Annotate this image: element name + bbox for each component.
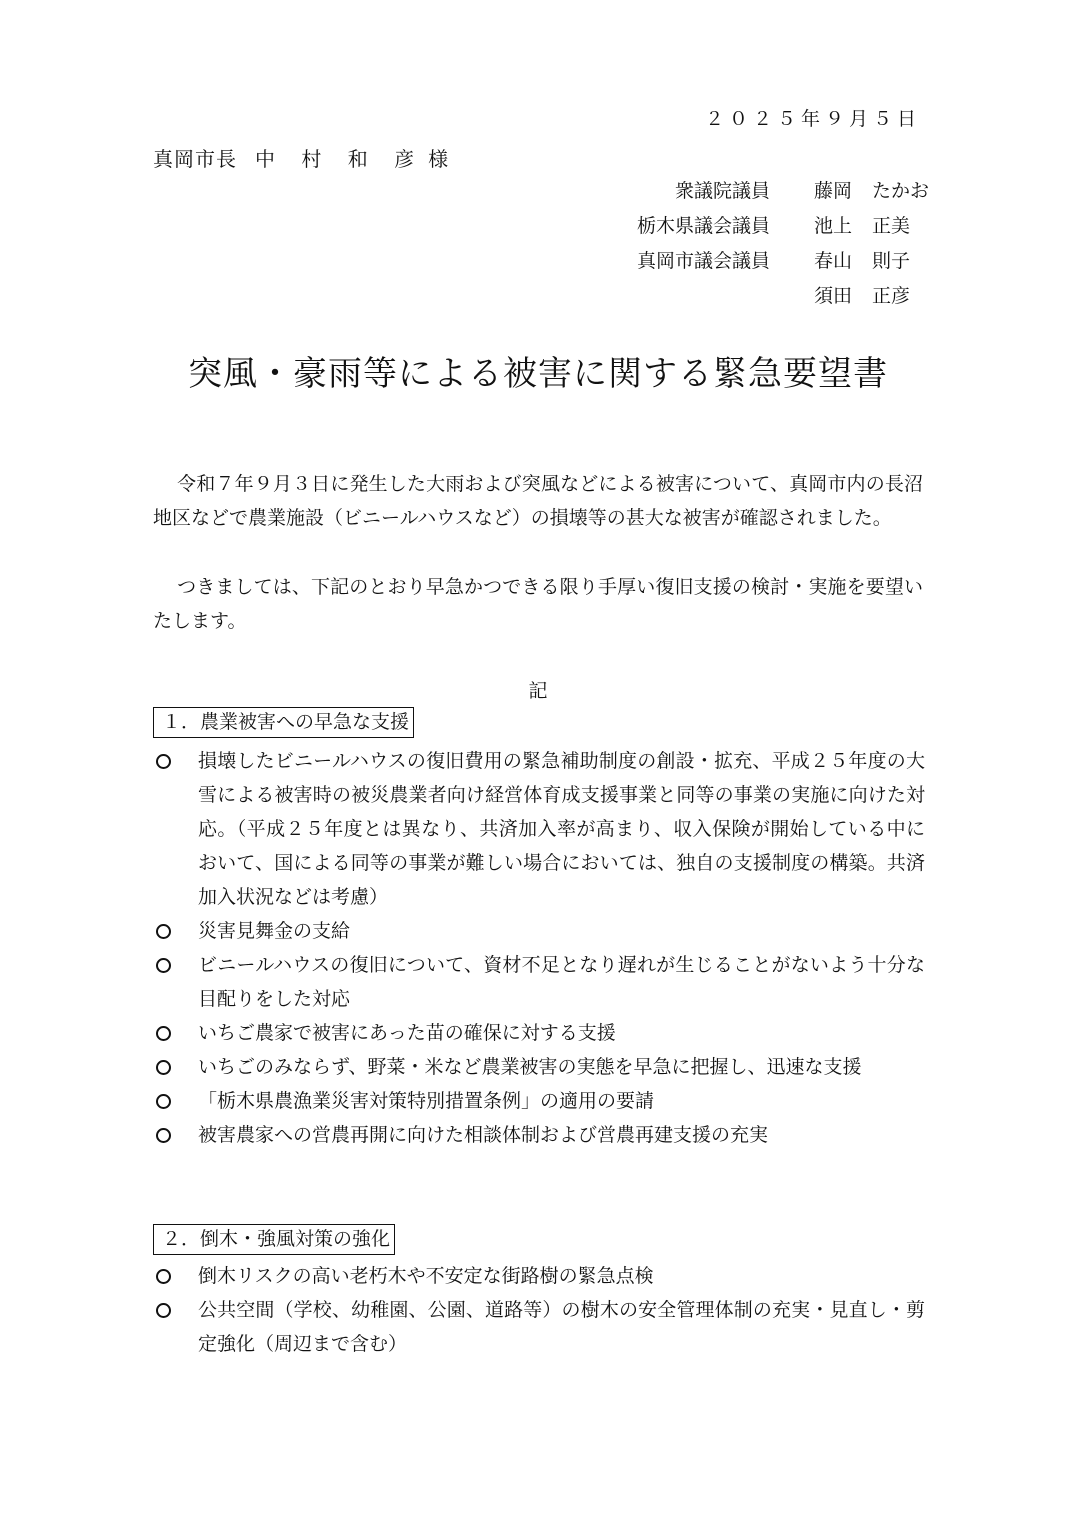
body-paragraph <box>153 467 923 535</box>
sender-given-name: 正彦 <box>872 285 911 307</box>
sender-name <box>814 174 929 209</box>
document-date: ２０２５年９月５日 <box>704 108 921 130</box>
sender-row <box>590 174 930 209</box>
sender-family-name: 春山 <box>814 250 853 272</box>
list-item-text: 災害見舞金の支給 <box>198 920 351 942</box>
circle-bullet-icon <box>156 1269 171 1284</box>
list-item-text: 倒木リスクの高い老朽木や不安定な街路樹の緊急点検 <box>198 1265 654 1287</box>
list-item-text: 損壊したビニールハウスの復旧費用の緊急補助制度の創設・拡充、平成２５年度の大雪による被害時の被災農業者向け経営体育成支援事業と同等の事業の実施に向けた対応。（平成２５年度とは異なり、共済加入率が高まり、収入保険が開始している中において、国による同等の事業が難しい場合においては、独自の支援制度の構築。共済加入状況などは考慮） <box>198 750 925 908</box>
circle-bullet-icon <box>156 1060 171 1075</box>
paragraph-text: 令和７年９月３日に発生した大雨および突風などによる被害について、真岡市内の長沼地区などで農業施設（ビニールハウスなど）の損壊等の甚大な被害が確認されました。 <box>153 473 923 529</box>
document-title: 突風・豪雨等による被害に関する緊急要望書 <box>188 354 888 394</box>
circle-bullet-icon <box>156 754 171 769</box>
circle-bullet-icon <box>156 1026 171 1041</box>
list-item-text: 被害農家への営農再開に向けた相談体制および営農再建支援の充実 <box>198 1124 769 1146</box>
section-heading: １．農業被害への早急な支援 <box>153 707 414 738</box>
sender-row <box>590 244 930 279</box>
list-item <box>153 1016 925 1050</box>
paragraph-text: つきましては、下記のとおり早急かつできる限り手厚い復旧支援の検討・実施を要望いたします。 <box>153 576 923 632</box>
list-item <box>153 1118 925 1152</box>
sender-family-name: 須田 <box>814 285 853 307</box>
sender-list <box>590 174 930 314</box>
list-item-text: 「栃木県農漁業災害対策特別措置条例」の適用の要請 <box>198 1090 655 1112</box>
addressee-office: 真岡市長 <box>153 147 237 171</box>
request-list <box>153 744 925 1152</box>
section-heading: ２．倒木・強風対策の強化 <box>153 1224 395 1255</box>
ki-heading: 記 <box>528 680 548 702</box>
sender-family-name: 池上 <box>814 215 853 237</box>
addressee-name: 中 村 和 彦 <box>255 147 425 171</box>
request-list <box>153 1259 925 1361</box>
list-item <box>153 1259 925 1293</box>
sender-name <box>814 209 910 244</box>
circle-bullet-icon <box>156 1303 171 1318</box>
list-item-text: いちご農家で被害にあった苗の確保に対する支援 <box>198 1022 616 1044</box>
circle-bullet-icon <box>156 1128 171 1143</box>
circle-bullet-icon <box>156 1094 171 1109</box>
addressee-honorific: 様 <box>428 147 450 171</box>
sender-given-name: 正美 <box>872 215 911 237</box>
sender-role: 真岡市議会議員 <box>636 250 770 272</box>
sender-row <box>590 279 930 314</box>
circle-bullet-icon <box>156 924 171 939</box>
sender-given-name: 則子 <box>872 250 911 272</box>
list-item-text: いちごのみならず、野菜・米など農業被害の実態を早急に把握し、迅速な支援 <box>198 1056 862 1078</box>
list-item-text: 公共空間（学校、幼稚園、公園、道路等）の樹木の安全管理体制の充実・見直し・剪定強化（周辺まで含む） <box>198 1299 925 1355</box>
sender-given-name: たかお <box>872 180 930 202</box>
list-item-text: ビニールハウスの復旧について、資材不足となり遅れが生じることがないよう十分な目配りをした対応 <box>198 954 925 1010</box>
sender-name <box>814 279 910 314</box>
sender-family-name: 藤岡 <box>814 180 853 202</box>
body-paragraph <box>153 570 923 638</box>
sender-row <box>590 209 930 244</box>
sender-role: 栃木県議会議員 <box>636 215 770 237</box>
list-item <box>153 1050 925 1084</box>
list-item <box>153 914 925 948</box>
sender-name <box>814 244 910 279</box>
addressee <box>153 143 449 172</box>
list-item <box>153 1293 925 1361</box>
list-item <box>153 1084 925 1118</box>
sender-role: 衆議院議員 <box>674 180 770 202</box>
list-item <box>153 948 925 1016</box>
circle-bullet-icon <box>156 958 171 973</box>
list-item <box>153 744 925 914</box>
